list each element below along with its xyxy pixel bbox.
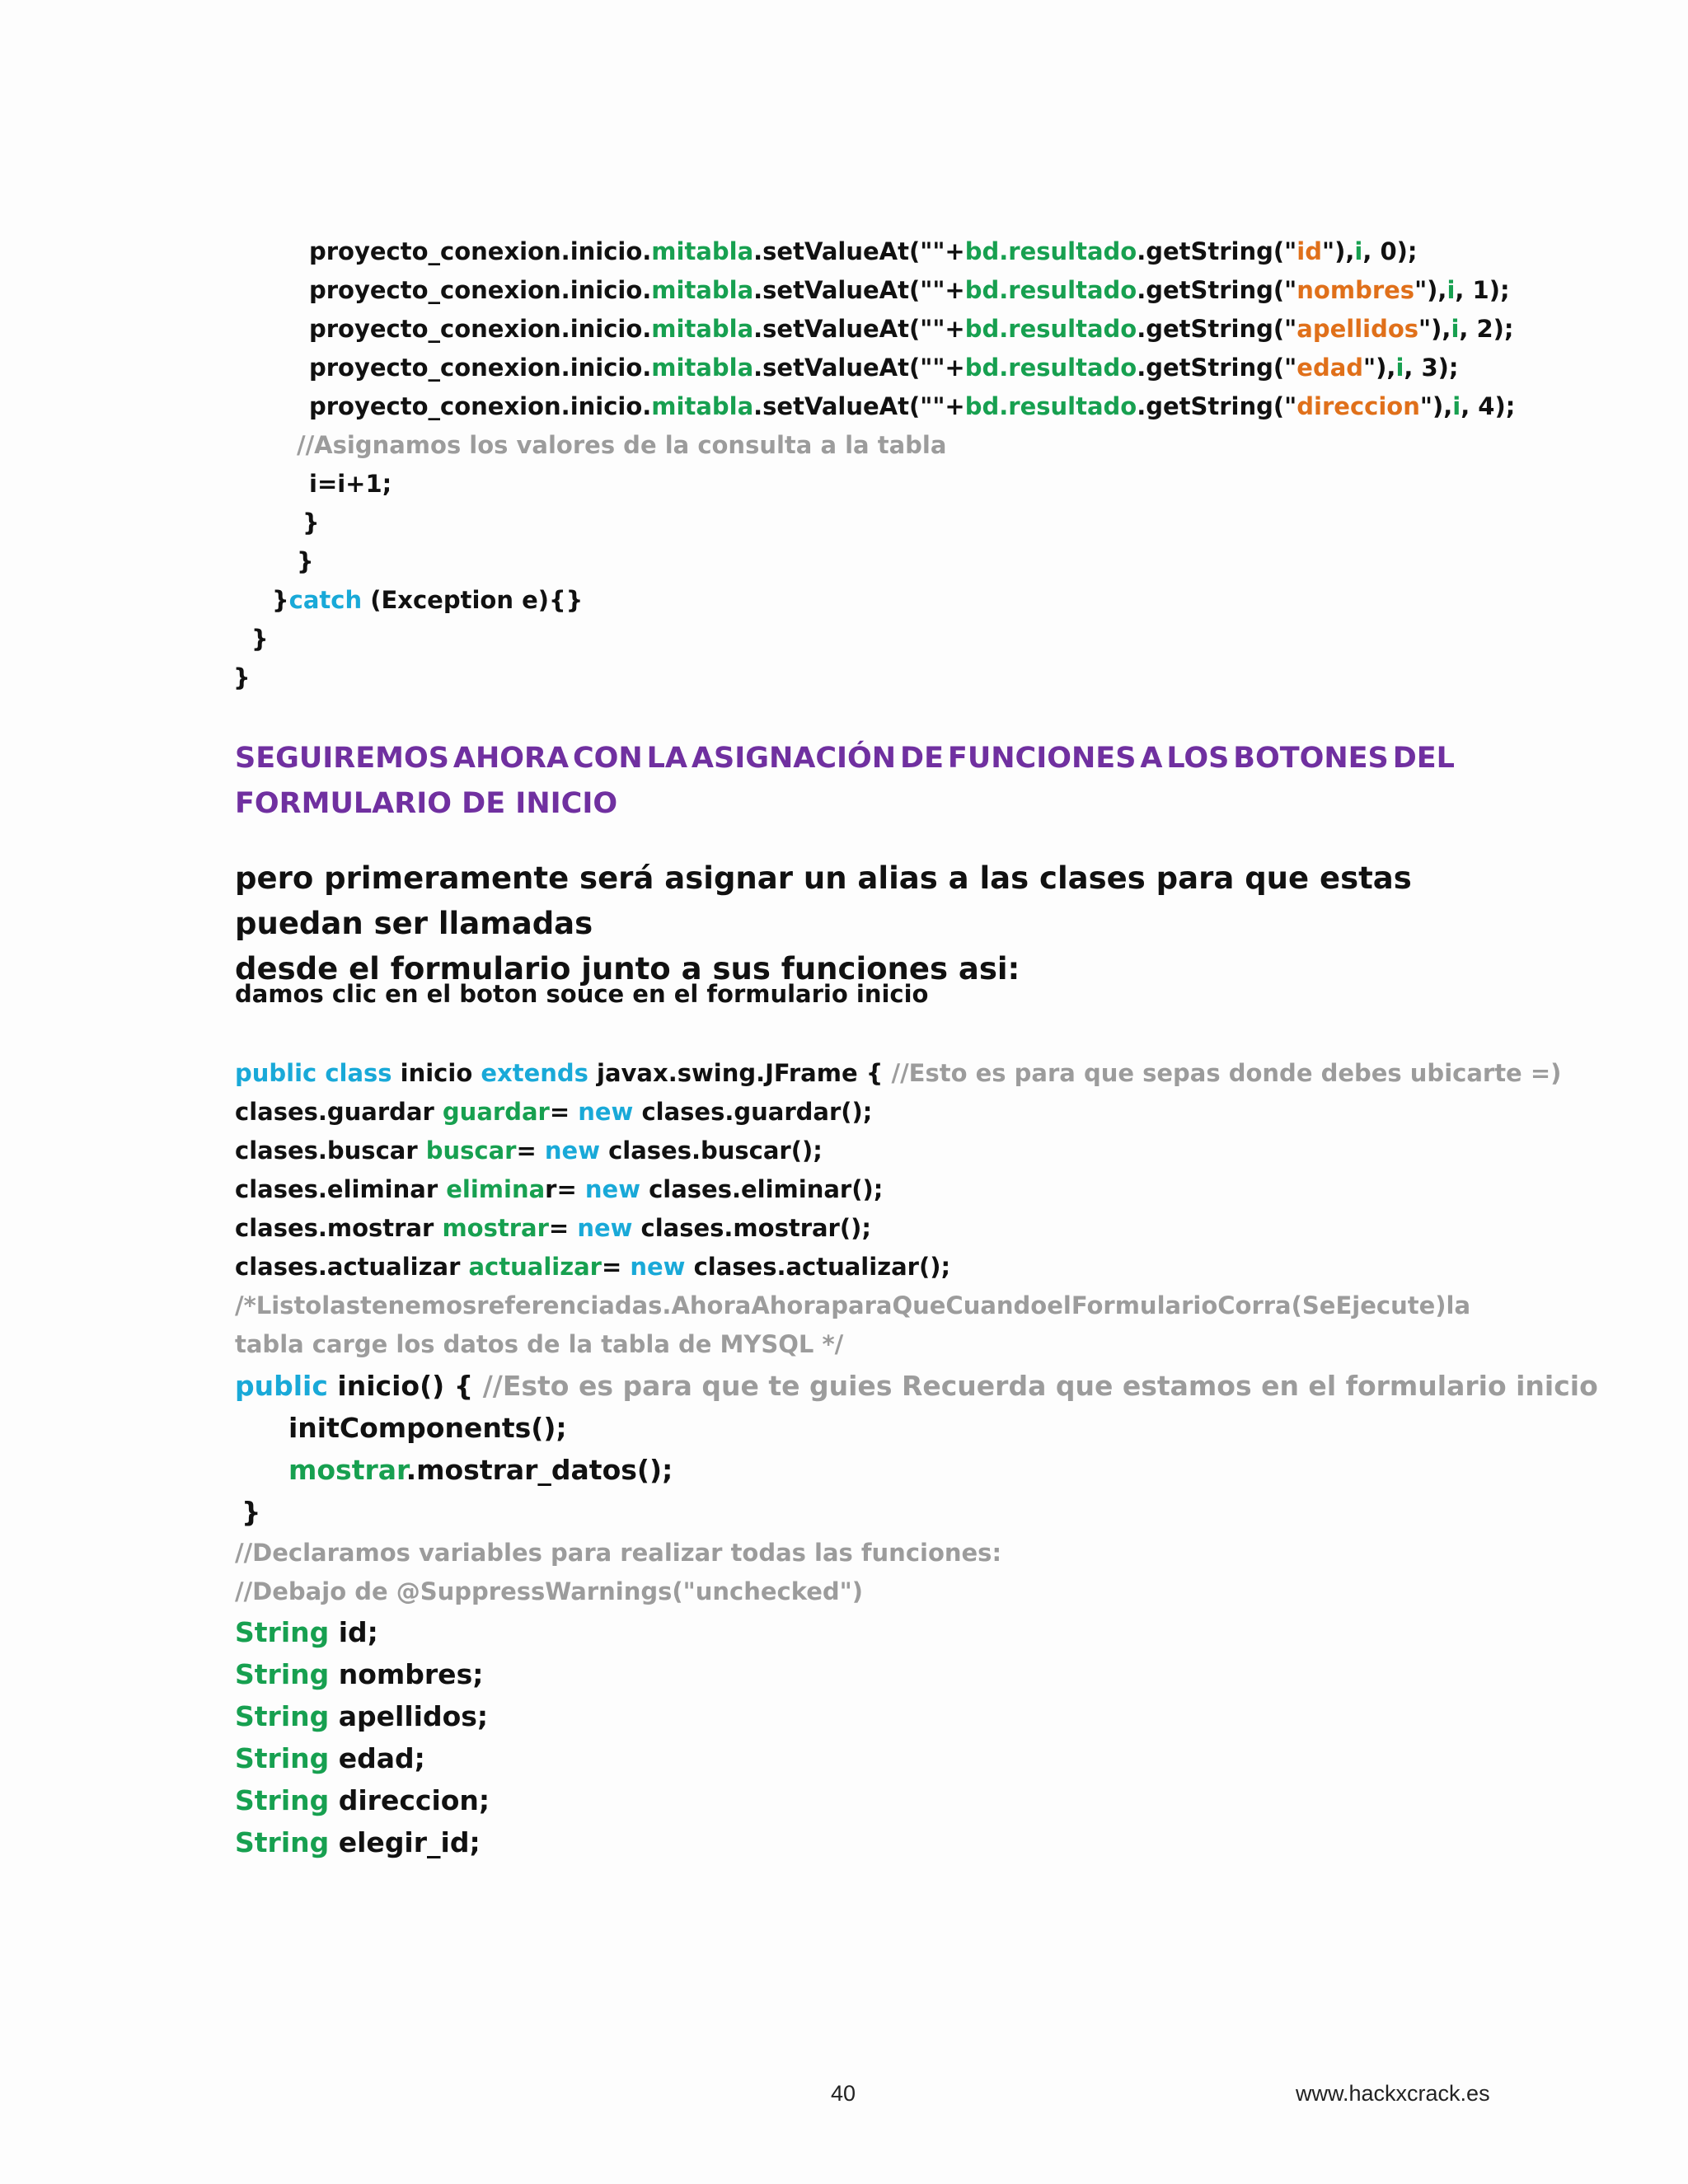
- code-token: Ejecute: [1335, 1291, 1436, 1319]
- heading-word: CON: [572, 742, 643, 775]
- code-token: clases.mostrar: [235, 1214, 443, 1242]
- code-token: edad: [1296, 354, 1364, 382]
- code-token: }: [272, 586, 289, 614]
- code-token: clases.actualizar: [235, 1253, 469, 1281]
- code-token: mitabla: [651, 354, 754, 382]
- code-token: String: [235, 1742, 330, 1774]
- code-token: "),: [1321, 237, 1355, 265]
- code-token: public: [235, 1370, 328, 1402]
- code-token: las: [321, 1291, 361, 1319]
- code-token: edad;: [329, 1742, 425, 1774]
- code-token: i: [1354, 237, 1363, 265]
- code-token: .getString(": [1137, 392, 1297, 420]
- code-token: guardar: [442, 1098, 550, 1126]
- code-line: [309, 349, 1459, 387]
- code-token: i=i+1;: [309, 470, 392, 498]
- code-token: .getString(": [1137, 276, 1297, 304]
- code-token: bd.resultado: [964, 315, 1137, 343]
- code-token: clases.mostrar();: [632, 1214, 871, 1242]
- code-token: "),: [1418, 315, 1451, 343]
- code-token: new: [630, 1253, 686, 1281]
- heading-word: SEGUIREMOS: [235, 742, 449, 775]
- code-line: [241, 1491, 261, 1533]
- code-line: [235, 1695, 488, 1737]
- code-token: la: [1446, 1291, 1471, 1319]
- heading-word: A: [1140, 742, 1163, 775]
- code-line: [302, 504, 320, 542]
- code-token: inicio: [392, 1059, 481, 1087]
- code-token: bd.resultado: [964, 392, 1137, 420]
- code-token: bd.resultado: [964, 276, 1137, 304]
- code-token: new: [544, 1137, 600, 1165]
- code-line: [235, 1248, 950, 1286]
- code-token: =: [516, 1137, 545, 1165]
- code-token: elegir_id;: [329, 1826, 481, 1858]
- code-line: [251, 620, 269, 658]
- instruction-text: damos clic en el boton souce en el formulario inicio: [235, 980, 929, 1008]
- code-token: catch: [288, 586, 363, 614]
- code-token: referenciadas.: [476, 1291, 672, 1319]
- code-token: .setValueAt(""+: [753, 237, 965, 265]
- code-token: , 0);: [1362, 237, 1418, 265]
- code-token: }: [297, 547, 314, 575]
- code-line: [309, 232, 1417, 271]
- heading-word: DEL: [1392, 742, 1455, 775]
- code-token: Cuando: [945, 1291, 1048, 1319]
- code-token: new: [578, 1098, 634, 1126]
- code-token: actualizar: [468, 1253, 602, 1281]
- code-token: .mostrar_datos();: [406, 1454, 673, 1486]
- code-token: clases.guardar: [235, 1098, 443, 1126]
- code-line: [235, 1611, 378, 1653]
- code-token: //Debajo de @SuppressWarnings("unchecked"): [235, 1577, 864, 1605]
- code-token: clases.buscar: [235, 1137, 426, 1165]
- code-line: [235, 1209, 871, 1248]
- code-line: [235, 1093, 872, 1132]
- section-heading: [235, 736, 1455, 827]
- code-token: .setValueAt(""+: [753, 315, 965, 343]
- code-comment: [297, 426, 946, 465]
- code-token: mostrar: [288, 1454, 406, 1486]
- code-line: [272, 581, 583, 620]
- code-token: }: [302, 509, 320, 537]
- code-token: i: [1451, 315, 1460, 343]
- code-token: nombres: [1296, 276, 1415, 304]
- code-token: .setValueAt(""+: [753, 276, 965, 304]
- code-line: [309, 310, 1514, 349]
- code-token: , 4);: [1461, 392, 1516, 420]
- code-token: mitabla: [651, 315, 754, 343]
- code-token: String: [235, 1784, 330, 1816]
- code-token: String: [235, 1658, 330, 1690]
- heading-word: DE: [900, 742, 944, 775]
- code-token: .getString(": [1137, 354, 1297, 382]
- code-token: /*Listo: [235, 1291, 322, 1319]
- code-token: }: [233, 663, 251, 691]
- code-token: clases.eliminar: [235, 1175, 447, 1203]
- code-token: =: [601, 1253, 631, 1281]
- code-token: (Exception e){}: [362, 586, 584, 614]
- code-token: (: [1291, 1291, 1302, 1319]
- code-line: [235, 1054, 1561, 1093]
- code-token: mitabla: [651, 276, 754, 304]
- code-token: proyecto_conexion.inicio.: [309, 315, 652, 343]
- code-token: //Asignamos los valores de la consulta a la tabla: [297, 431, 947, 459]
- code-token: elimina: [446, 1175, 546, 1203]
- code-token: tabla carge los datos de la tabla de MYSQL */: [235, 1330, 844, 1358]
- heading-word: LOS: [1166, 742, 1230, 775]
- code-token: direccion: [1296, 392, 1420, 420]
- code-token: "),: [1419, 392, 1453, 420]
- code-token: =: [549, 1098, 579, 1126]
- code-token: clases.buscar();: [599, 1137, 823, 1165]
- code-token: String: [235, 1826, 330, 1858]
- code-token: Formulario: [1071, 1291, 1218, 1319]
- code-token: clases.guardar();: [633, 1098, 873, 1126]
- paragraph-line-1: pero primeramente será asignar un alias a las clases para que estas puedan ser llamadas: [235, 860, 1412, 941]
- code-token: String: [235, 1700, 330, 1732]
- code-token: id;: [329, 1616, 378, 1648]
- code-line: [235, 1653, 483, 1695]
- code-token: r=: [545, 1175, 585, 1203]
- heading-line-2: FORMULARIO DE INICIO: [235, 787, 618, 820]
- code-token: javax.swing.JFrame {: [588, 1059, 892, 1087]
- code-line: [235, 1170, 883, 1209]
- code-token: clases.actualizar();: [685, 1253, 951, 1281]
- code-token: el: [1047, 1291, 1071, 1319]
- code-comment: [235, 1286, 1471, 1325]
- code-line: [235, 1779, 490, 1821]
- code-token: }: [241, 1496, 261, 1528]
- code-token: apellidos;: [329, 1700, 489, 1732]
- code-token: proyecto_conexion.inicio.: [309, 392, 652, 420]
- code-token: i: [1452, 392, 1461, 420]
- heading-word: BOTONES: [1233, 742, 1389, 775]
- code-line: [288, 1407, 567, 1449]
- heading-word: FUNCIONES: [947, 742, 1137, 775]
- code-token: buscar: [425, 1137, 517, 1165]
- heading-word: AHORA: [452, 742, 570, 775]
- code-token: id: [1296, 237, 1322, 265]
- code-comment: [235, 1534, 1001, 1572]
- code-comment: [235, 1572, 863, 1611]
- code-token: Corra: [1217, 1291, 1292, 1319]
- code-token: , 1);: [1455, 276, 1510, 304]
- code-line: [309, 271, 1510, 310]
- body-paragraph: [235, 855, 1463, 991]
- code-token: Se: [1301, 1291, 1336, 1319]
- code-token: "),: [1363, 354, 1396, 382]
- code-token: //Esto es para que sepas donde debes ubicarte =): [891, 1059, 1562, 1087]
- page-number: 40: [831, 2081, 856, 2106]
- code-token: nombres;: [329, 1658, 484, 1690]
- code-token: "),: [1414, 276, 1447, 304]
- code-token: new: [577, 1214, 633, 1242]
- code-line: [235, 1132, 823, 1170]
- code-token: proyecto_conexion.inicio.: [309, 276, 652, 304]
- code-token: .setValueAt(""+: [753, 392, 965, 420]
- code-token: apellidos: [1296, 315, 1419, 343]
- code-token: tenemos: [360, 1291, 477, 1319]
- code-line: [235, 1821, 481, 1863]
- code-token: Ahora: [671, 1291, 752, 1319]
- code-token: }: [251, 625, 269, 653]
- code-token: clases.eliminar();: [640, 1175, 884, 1203]
- code-token: extends: [481, 1059, 588, 1087]
- code-line: [297, 542, 314, 581]
- code-line: [235, 1737, 425, 1779]
- code-token: //Declaramos variables para realizar todas las funciones:: [235, 1539, 1002, 1567]
- code-token: i: [1395, 354, 1404, 382]
- code-token: inicio() {: [327, 1370, 483, 1402]
- code-line: [235, 1365, 1598, 1407]
- code-token: =: [548, 1214, 578, 1242]
- code-token: mitabla: [651, 392, 754, 420]
- code-token: proyecto_conexion.inicio.: [309, 237, 652, 265]
- code-token: direccion;: [329, 1784, 490, 1816]
- code-token: mostrar: [442, 1214, 549, 1242]
- code-token: , 2);: [1459, 315, 1514, 343]
- code-token: bd.resultado: [964, 354, 1137, 382]
- code-token: Que: [892, 1291, 946, 1319]
- code-token: Ahora: [751, 1291, 832, 1319]
- code-token: String: [235, 1616, 330, 1648]
- footer-website: www.hackxcrack.es: [1296, 2081, 1490, 2106]
- code-token: , 3);: [1404, 354, 1459, 382]
- code-token: .getString(": [1137, 237, 1297, 265]
- code-token: ): [1435, 1291, 1447, 1319]
- heading-line-1: [235, 736, 1455, 781]
- code-token: .setValueAt(""+: [753, 354, 965, 382]
- code-token: public class: [235, 1059, 392, 1087]
- code-token: .getString(": [1137, 315, 1297, 343]
- code-line: [309, 387, 1515, 426]
- code-token: new: [584, 1175, 640, 1203]
- code-token: bd.resultado: [964, 237, 1137, 265]
- heading-word: ASIGNACIÓN: [691, 742, 897, 775]
- code-token: initComponents();: [288, 1412, 567, 1444]
- code-token: i: [1447, 276, 1456, 304]
- heading-word: LA: [646, 742, 687, 775]
- code-token: para: [831, 1291, 893, 1319]
- code-line: [233, 658, 251, 697]
- paragraph-line-2: desde el formulario junto a sus funciones asi:: [235, 951, 1020, 987]
- code-token: proyecto_conexion.inicio.: [309, 354, 652, 382]
- code-line: [309, 465, 392, 504]
- code-token: //Esto es para que te guies Recuerda que estamos en el formulario inicio: [482, 1370, 1598, 1402]
- code-token: mitabla: [651, 237, 754, 265]
- code-line: [288, 1449, 673, 1491]
- code-comment: [235, 1325, 843, 1364]
